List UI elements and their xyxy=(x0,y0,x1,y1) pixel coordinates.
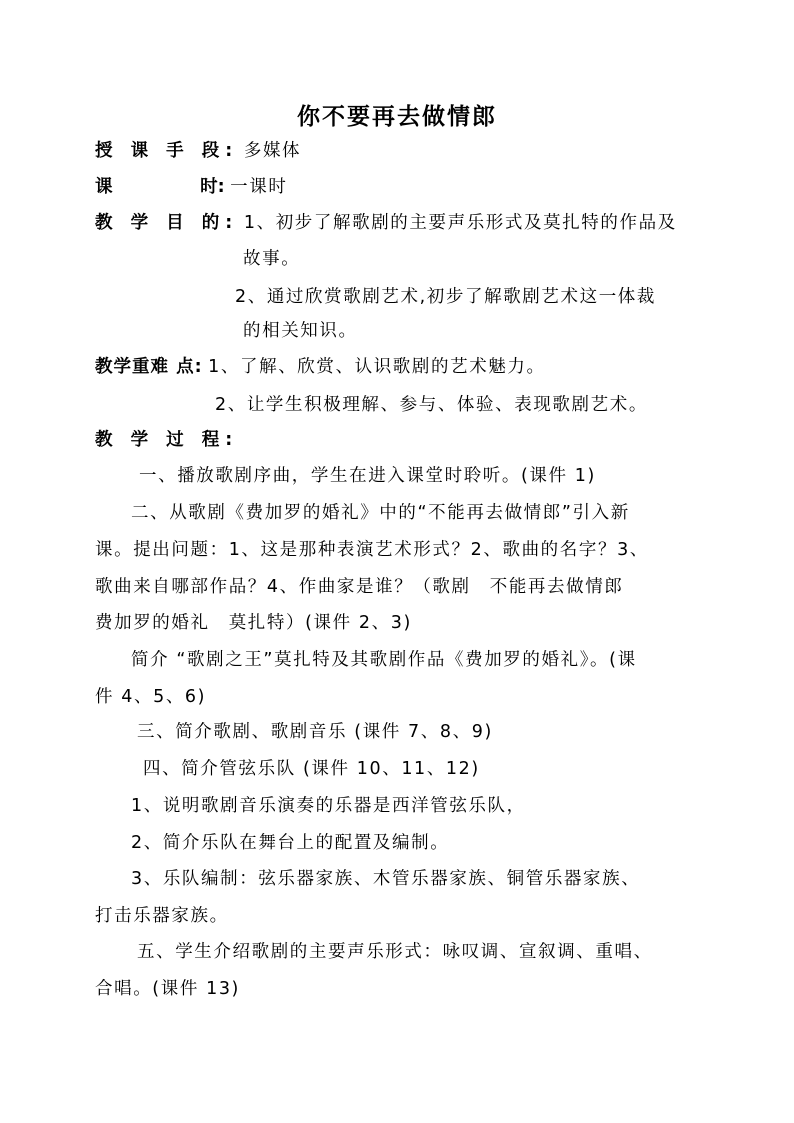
keypoints-label: 教学重难 点: xyxy=(95,357,203,377)
process-step4: 四、简介管弦乐队 (课件 10、11、12) xyxy=(143,759,480,779)
document-title: 你不要再去做情郎 xyxy=(297,103,497,130)
process-step2-line4: 费加罗的婚礼 莫扎特）(课件 2、3) xyxy=(95,613,412,633)
process-sub3-line2: 打击乐器家族。 xyxy=(95,906,229,926)
class-hours-label-a: 课 xyxy=(95,177,113,197)
process-step2-line2: 课。提出问题：1、这是那种表演艺术形式？2、歌曲的名字？3、 xyxy=(95,540,649,560)
keypoints-item1: 1、了解、欣赏、认识歌剧的艺术魅力。 xyxy=(208,357,546,377)
keypoints-item2: 2、让学生积极理解、参与、体验、表现歌剧艺术。 xyxy=(215,395,648,415)
process-step1: 一、播放歌剧序曲，学生在进入课堂时聆听。(课件 1) xyxy=(139,466,596,486)
process-intro-line2: 件 4、5、6) xyxy=(95,687,207,707)
teaching-method-row xyxy=(95,138,301,164)
process-sub3-line1: 3、乐队编制：弦乐器家族、木管乐器家族、铜管乐器家族、 xyxy=(131,869,641,889)
process-sub2: 2、简介乐队在舞台上的配置及编制。 xyxy=(131,833,450,853)
process-sub1: 1、说明歌剧音乐演奏的乐器是西洋管弦乐队， xyxy=(131,796,526,816)
objective-label: 教 学 目 的: xyxy=(95,213,239,233)
objective-item2-line2: 的相关知识。 xyxy=(243,321,358,341)
objective-item1-line1: 1、初步了解歌剧的主要声乐形式及莫扎特的作品及 xyxy=(243,213,677,233)
class-hours-value: 一课时 xyxy=(230,177,288,197)
keypoints-row xyxy=(95,354,546,380)
process-step5-line2: 合唱。(课件 13) xyxy=(95,979,240,999)
objective-item1-line2: 故事。 xyxy=(243,249,301,269)
teaching-method-value: 多媒体 xyxy=(243,141,302,161)
objective-row xyxy=(95,210,677,236)
process-step5-line1: 五、学生介绍歌剧的主要声乐形式：咏叹调、宣叙调、重唱、 xyxy=(137,942,653,962)
process-label: 教 学 过 程: xyxy=(95,430,239,450)
process-step2-line1: 二、从歌剧《费加罗的婚礼》中的“不能再去做情郎”引入新 xyxy=(131,503,630,523)
process-step2-line3: 歌曲来自哪部作品？4、作曲家是谁？（歌剧 不能再去做情郎 xyxy=(95,577,624,597)
process-intro-line1: 简介 “歌剧之王”莫扎特及其歌剧作品《费加罗的婚礼》。(课 xyxy=(131,650,637,670)
process-step3: 三、简介歌剧、歌剧音乐 (课件 7、8、9) xyxy=(137,722,493,742)
objective-item2-line1: 2、通过欣赏歌剧艺术,初步了解歌剧艺术这一体裁 xyxy=(235,287,656,307)
teaching-method-label: 授 课 手 段: xyxy=(95,141,239,161)
class-hours-label-b: 时: xyxy=(200,177,225,197)
class-hours-row xyxy=(95,174,287,200)
